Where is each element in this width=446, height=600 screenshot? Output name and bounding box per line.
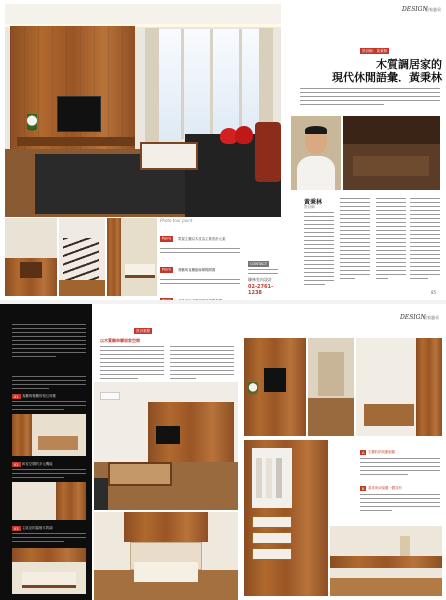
right-caption-title: 衣櫃收納規劃細膩 xyxy=(368,450,396,454)
caption-photo xyxy=(12,548,86,594)
photo-tour-heading: Photo tour point xyxy=(160,218,193,223)
section-label: 居家風采 xyxy=(425,7,441,12)
caption-tag: 03 xyxy=(14,526,19,531)
right-top-photo2 xyxy=(308,338,354,436)
desk-photo xyxy=(330,526,442,596)
bottom-right-page xyxy=(240,304,446,600)
dining-photo xyxy=(5,218,57,296)
caption-tag: 02 xyxy=(14,462,19,467)
right-caption-tag: B xyxy=(362,486,365,491)
contact-company: 臻林室內設計 xyxy=(248,276,272,282)
caption-title: 和室空間的多元機能 xyxy=(22,462,53,466)
middle-bedroom-photo xyxy=(94,512,238,600)
caption-title: 客廳與餐廳的相互呼應 xyxy=(22,394,56,398)
middle-block-tag: 設計重點 xyxy=(136,328,151,333)
right-caption-title: 書桌與床頭櫃一體成形 xyxy=(368,486,402,490)
contact-box xyxy=(248,250,282,294)
designer-role: 設計師 xyxy=(304,205,315,209)
section-label: 居家風采 xyxy=(423,315,439,320)
caption-tag: 01 xyxy=(14,394,19,399)
bottom-middle-page xyxy=(94,304,238,600)
info-table xyxy=(12,324,86,360)
contact-phone: 02-2761-1238 xyxy=(248,283,274,296)
magazine-logo: DESIGN xyxy=(400,314,426,321)
living-room-photo xyxy=(5,4,281,217)
right-top-photo3 xyxy=(356,338,442,436)
point-tag: Point xyxy=(162,267,171,272)
photo-tour-box xyxy=(160,218,244,296)
point-tag: Point xyxy=(162,237,171,241)
designer-tag: 設計師：黃秉林 xyxy=(362,48,388,53)
article-title xyxy=(296,58,442,84)
bedroom-photo-small xyxy=(107,218,157,296)
point-item xyxy=(160,256,244,275)
point-item xyxy=(160,225,244,244)
bottom-left-page xyxy=(0,304,92,600)
designer-portrait xyxy=(291,116,341,190)
magazine-logo: DESIGN xyxy=(402,6,428,13)
contact-label: CONTACT xyxy=(250,262,268,266)
article-title-line2: 現代休閒語彙．黃秉林 xyxy=(332,71,442,84)
designer-office-photo xyxy=(343,116,440,190)
article-title-line1: 木質調居家的 xyxy=(376,58,442,71)
right-top-photo xyxy=(244,338,306,436)
designer-name: 黃秉林 xyxy=(304,199,323,206)
page-number: 85 xyxy=(431,290,437,295)
middle-title: 以木質調串聯居家空間 xyxy=(100,338,140,343)
point-text: 餐廳與客廳動線順暢開闊 xyxy=(178,267,216,272)
caption-title: 主臥室的溫暖木質調 xyxy=(22,526,53,530)
middle-room-photo xyxy=(94,382,238,510)
point-text: 電視主牆以木皮為主要設計元素 xyxy=(178,237,226,241)
caption-photo xyxy=(12,414,86,456)
caption-photo xyxy=(12,482,86,520)
wardrobe-photo xyxy=(244,440,328,596)
stair-photo xyxy=(59,218,105,296)
right-caption-tag: A xyxy=(362,450,365,455)
